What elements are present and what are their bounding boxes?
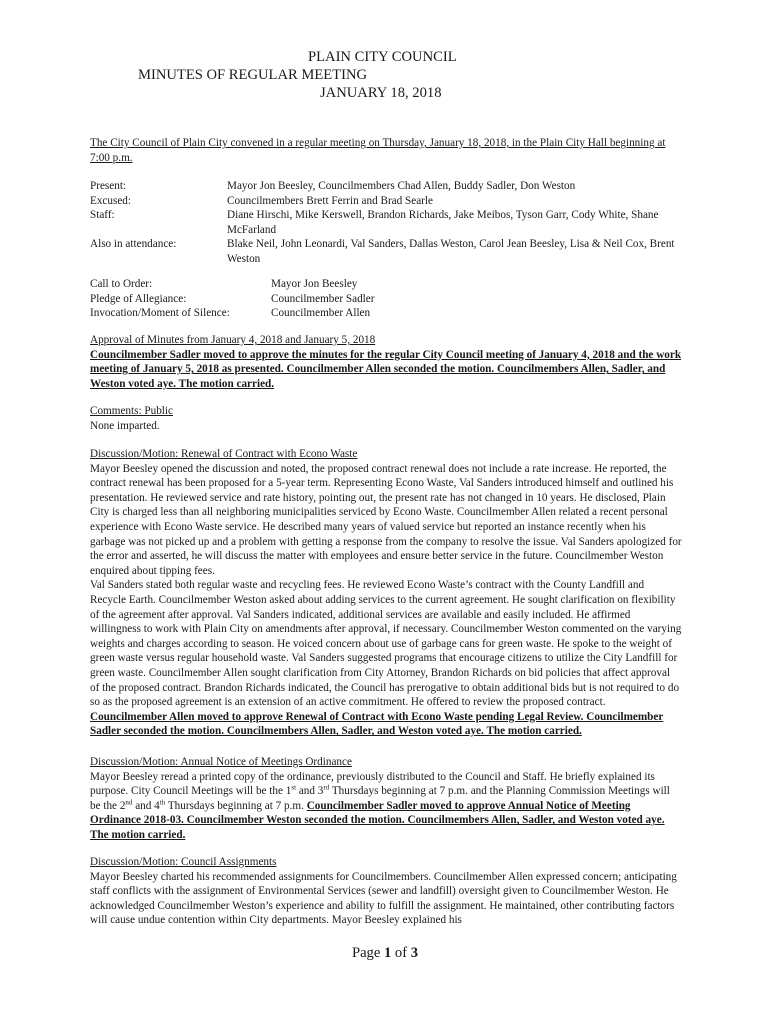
attendance-list	[90, 179, 682, 267]
minutes-title: MINUTES OF REGULAR MEETING	[138, 67, 368, 83]
assignments-paragraph: Mayor Beesley charted his recommended assignments for Councilmembers. Councilmember Allen expressed concern; anticipating staff conflicts with the assignment of Environmental Services (sewer and landfill) oversight given to Councilmember Weston. He acknowledged Councilmember Weston’s experience and ability to fulfill the assignment. He maintained, other contributing factors will cause undue contention within City departments. Mayor Beesley explained his	[90, 870, 677, 927]
comments-text: None imparted.	[90, 419, 160, 432]
notice-text: Thursdays beginning at 7 p.m. and the Planning Commission Meetings will be the 2	[90, 785, 670, 812]
section-heading: Discussion/Motion: Council Assignments	[90, 856, 277, 868]
section-heading: Comments: Public	[90, 405, 173, 417]
motion-text: Councilmember Sadler moved to approve the minutes for the regular City Council meeting of January 4, 2018 and the work meeting of January 5, 2018 as presented. Councilmember Allen seconded the motion. Councilmembers Allen, Sadler, and Weston voted aye. The motion carried.	[90, 348, 682, 390]
econo-waste-section	[90, 447, 682, 739]
attendance-label: Also in attendance:	[90, 238, 177, 251]
ordinal-suffix: st	[291, 783, 297, 792]
econo-waste-paragraph-2	[90, 578, 682, 739]
econo-waste-text: Val Sanders stated both regular waste and recycling fees. He reviewed Econo Waste’s contract with the County Landfill and Recycle Earth. Councilmember Weston asked about adding services to the current agreement. He sought clarification on flexibility of the agreement after approval. Val Sanders indicated, additional services are available and easily included. He affirmed willingness to work with Plain City on amendments after approval, if necessary. Councilmember Weston commented on the varying weights and charges according to season. He voiced concern about use of garbage cans for green waste. He spoke to the weight of green waste versus regular household waste. Val Sanders suggested programs that encourage citizens to utilize the City Landfill for green waste. Councilmember Allen sought clarification from City Attorney, Brandon Richards on bid policies that affect approval of the proposed contract. Brandon Richards indicated, the Council has prerogative to obtain additional bids but is not required to do so as the proposed agreement is an extension of an active commitment. He offered to review the proposed contract.	[90, 579, 682, 709]
section-heading: Discussion/Motion: Annual Notice of Meetings Ordinance	[90, 756, 352, 768]
attendance-value: Mayor Jon Beesley, Councilmembers Chad Allen, Buddy Sadler, Don Weston	[227, 180, 576, 192]
attendance-row	[90, 208, 682, 237]
notice-text: and 3	[296, 785, 324, 798]
page-footer	[0, 944, 770, 962]
comments-section	[90, 404, 682, 433]
attendance-value: Councilmembers Brett Ferrin and Brad Searle	[227, 194, 433, 207]
notice-text: Thursdays beginning at 7 p.m.	[165, 799, 307, 812]
intro-paragraph	[90, 136, 682, 165]
meetings-notice-paragraph	[90, 770, 682, 843]
ordinal-suffix: nd	[125, 798, 133, 807]
assignments-section	[90, 855, 682, 928]
motion-text: Councilmember Sadler moved to approve Annual Notice of Meeting Ordinance 2018-03. Councilmember Weston seconded the motion. Councilmembers Allen, Sadler, and Weston voted aye. The motion carried.	[90, 799, 665, 841]
council-title: PLAIN CITY COUNCIL	[308, 49, 457, 65]
attendance-value: Blake Neil, John Leonardi, Val Sanders, Dallas Weston, Carol Jean Beesley, Lisa & Neil Cox, Brent Weston	[227, 238, 675, 265]
notice-text: Mayor Beesley reread a printed copy of the ordinance, previously distributed to the Council and Staff. He briefly explained its purpose. City Council Meetings will be the 1	[90, 770, 655, 798]
opening-value: Mayor Jon Beesley	[271, 278, 358, 290]
meetings-notice-section	[90, 755, 682, 843]
attendance-row	[90, 237, 682, 266]
attendance-row	[90, 179, 682, 194]
page-word: Page	[351, 945, 384, 961]
ordinal-suffix: rd	[323, 783, 330, 792]
attendance-label: Staff:	[90, 209, 115, 222]
meeting-date: JANUARY 18, 2018	[320, 85, 442, 101]
opening-label: Invocation/Moment of Silence:	[90, 307, 230, 320]
intro-text: The City Council of Plain City convened in a regular meeting on Thursday, January 18, 2018, in the Plain City Hall beginning at 7:00 p.m.	[90, 137, 666, 164]
opening-label: Pledge of Allegiance:	[90, 292, 187, 305]
econo-waste-paragraph-1: Mayor Beesley opened the discussion and noted, the proposed contract renewal does not include a rate increase. He reported, the contract renewal has been proposed for a 5-year term. Representing Econo Waste, Val Sanders introduced himself and outlined his presentation. He reviewed service and rate history, pointing out, the present rate has not changed in 10 years. He disclosed, Plain City is charged less than all neighboring municipalities serviced by Econo Waste. Councilmember Allen related a recent personal experience with Econo Waste service. He described many years of valued service but reported an instance recently when his garbage was not picked up and a problem with getting a response from the company to resolve the issue. Val Sanders apologized for the error and asserted, he will discuss the matter with employees and ensure better service in the future. Councilmember Weston enquired about tipping fees.	[90, 462, 682, 577]
opening-row	[90, 306, 682, 321]
opening-row	[90, 277, 682, 292]
attendance-row	[90, 194, 682, 209]
section-heading: Approval of Minutes from January 4, 2018 and January 5, 2018	[90, 334, 376, 346]
opening-list	[90, 277, 682, 321]
minutes-approval-section	[90, 333, 682, 391]
notice-text: and 4	[132, 799, 160, 812]
page-total: 3	[410, 945, 419, 961]
motion-text: Councilmember Allen moved to approve Renewal of Contract with Econo Waste pending Legal Review. Councilmember Sadler seconded the motion. Councilmembers Allen, Sadler, and Weston voted aye. The motion carried.	[90, 710, 664, 738]
opening-label: Call to Order:	[90, 278, 153, 290]
attendance-value: Diane Hirschi, Mike Kerswell, Brandon Richards, Jake Meibos, Tyson Garr, Cody White, Shane McFarland	[227, 209, 659, 236]
section-heading: Discussion/Motion: Renewal of Contract with Econo Waste	[90, 448, 358, 460]
attendance-label: Present:	[90, 180, 127, 192]
page-number: 1	[383, 945, 392, 961]
opening-value: Councilmember Allen	[271, 307, 371, 320]
of-word: of	[391, 945, 411, 961]
attendance-label: Excused:	[90, 194, 132, 207]
ordinal-suffix: th	[159, 798, 166, 807]
opening-row	[90, 292, 682, 307]
opening-value: Councilmember Sadler	[271, 292, 375, 305]
